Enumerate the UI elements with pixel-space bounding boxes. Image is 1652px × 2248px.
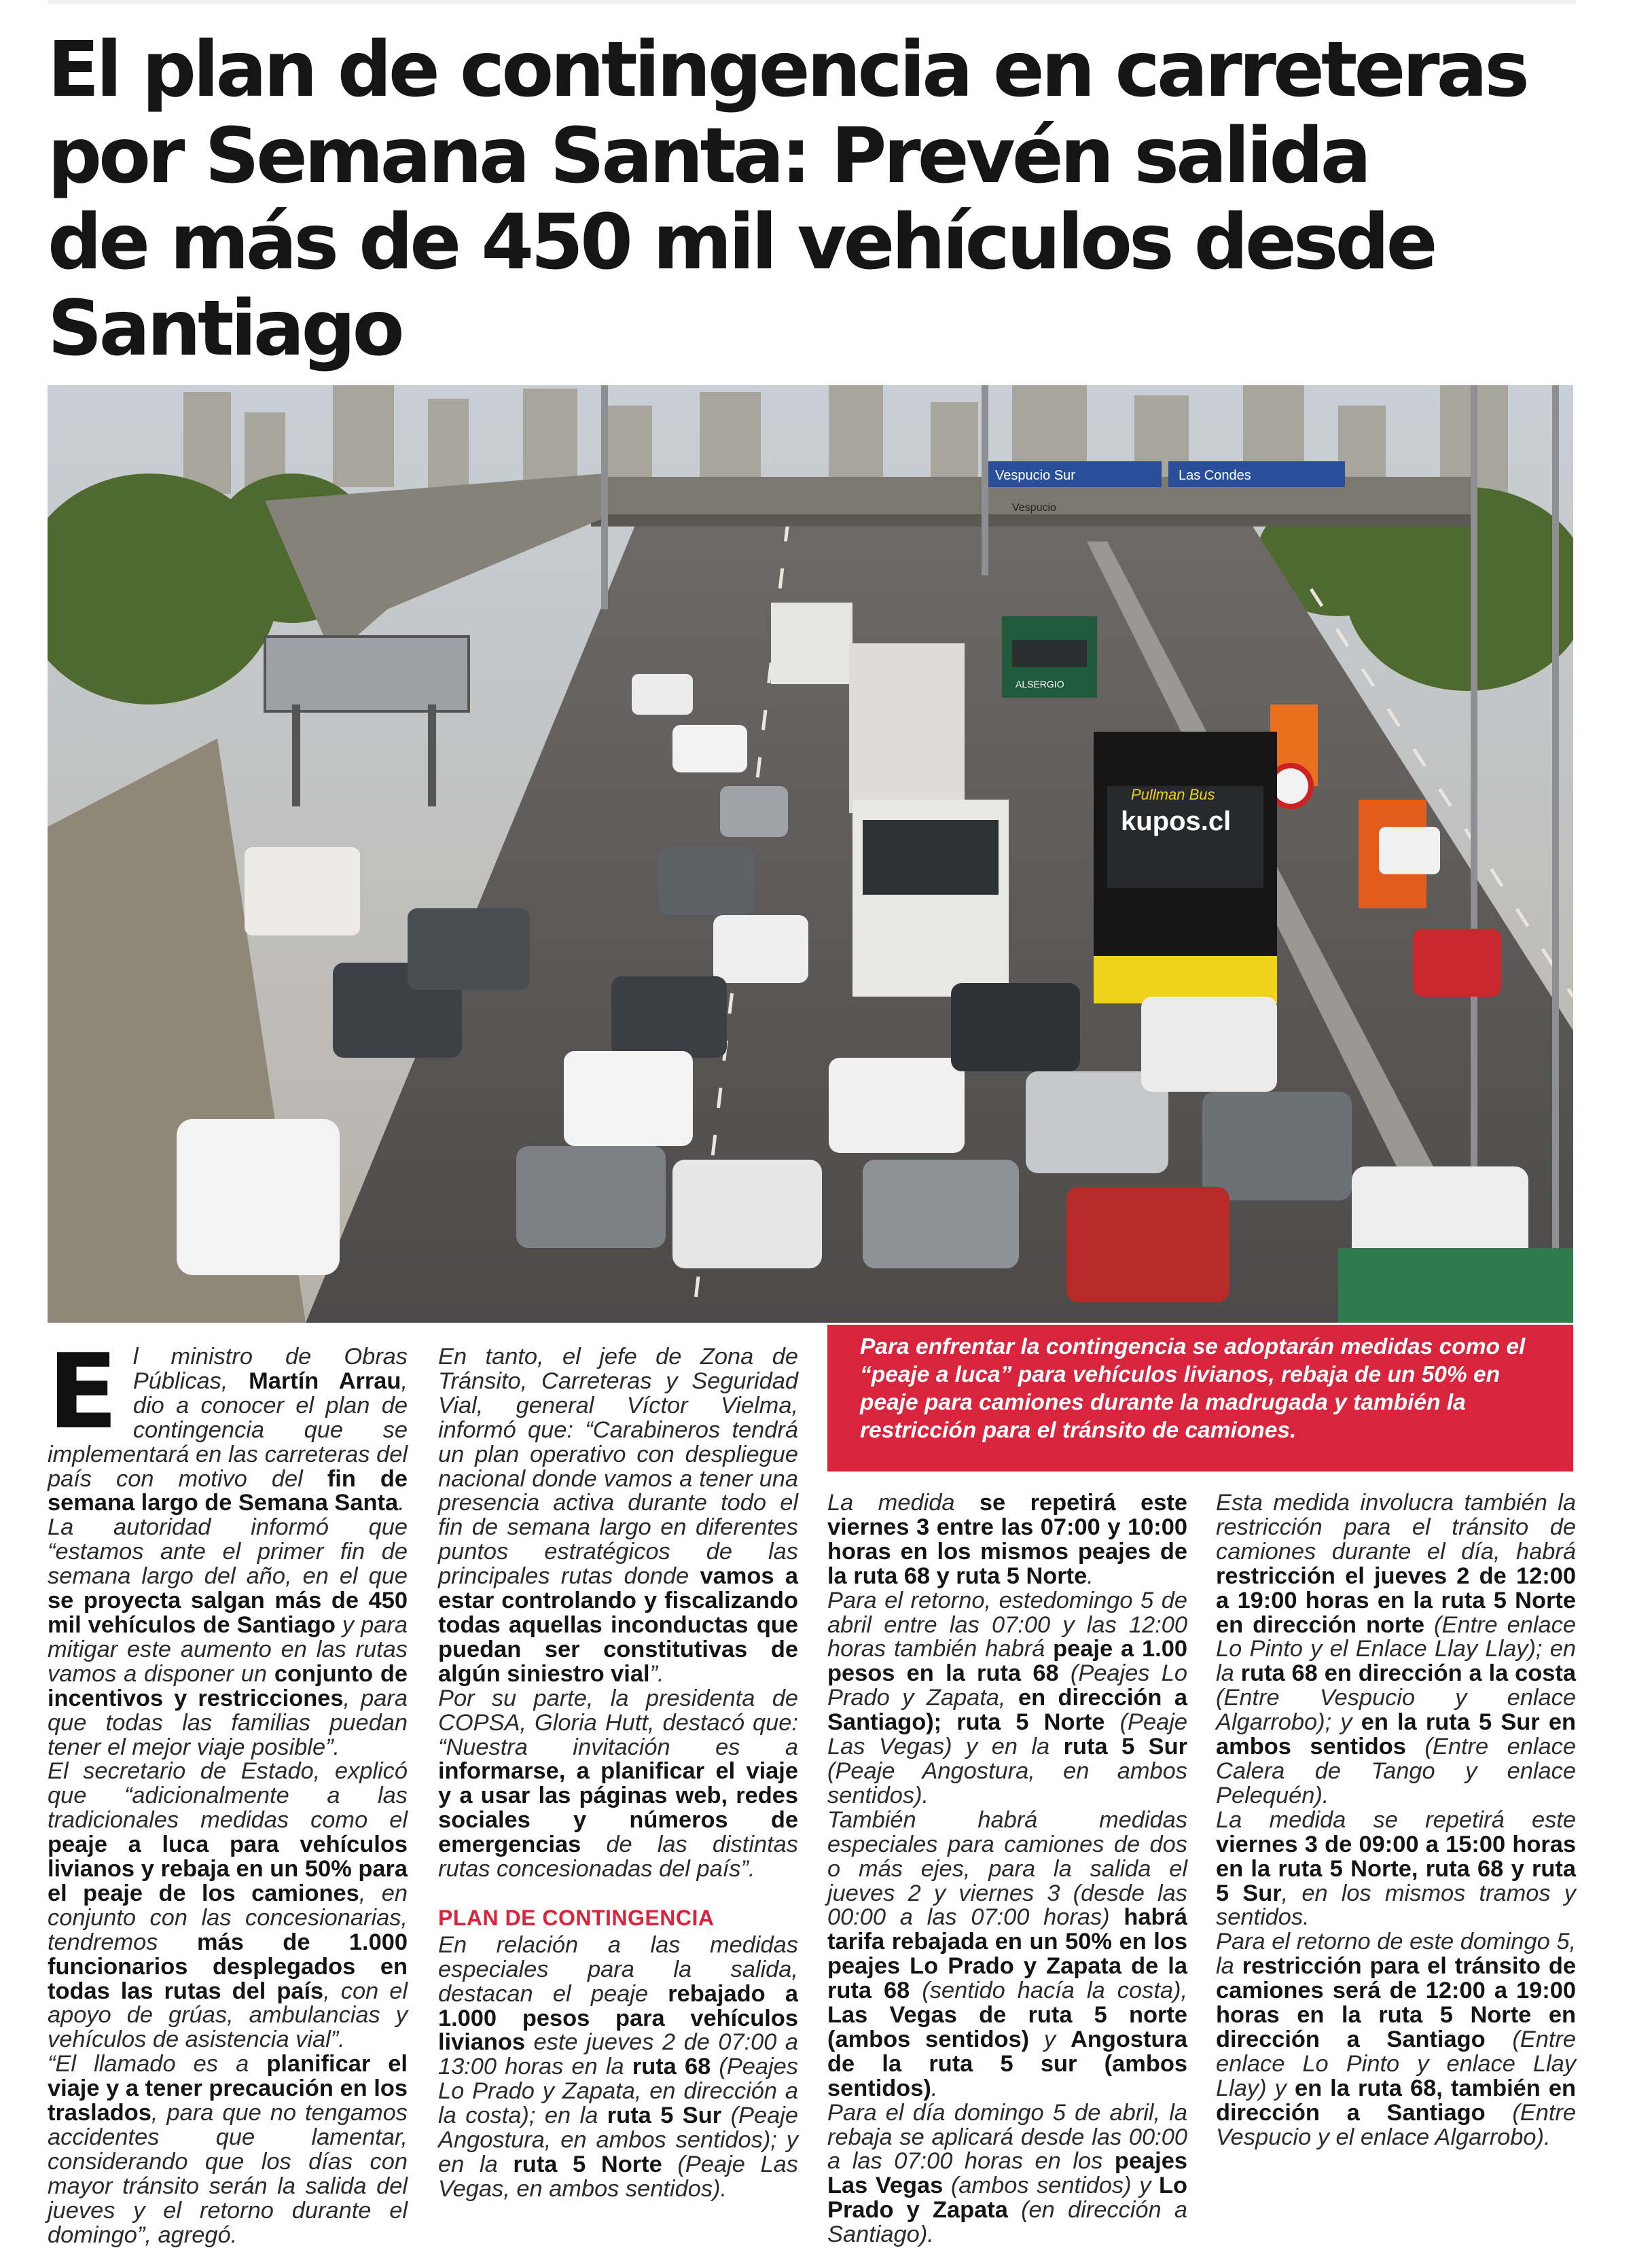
emphasis-text: vamos a estar controlando y fiscalizando todas aquellas inconductas que puedan ser constitutivas de algún siniestro vial: [438, 1563, 798, 1687]
article-paragraph-intro: El ministro de Obras Públicas, Martín Arrau, dio a conocer el plan de contingencia que se implementará en las carreteras del país con motivo del fin de semana largo de Semana Santa.: [48, 1332, 408, 1516]
article-paragraph: La medida se repetirá este viernes 3 de 09:00 a 15:00 horas en la ruta 5 Norte, ruta 68 y ruta 5 Sur, en los mismos tramos y sentidos.: [1216, 1806, 1576, 1931]
article-paragraph: En relación a las medidas especiales para la salida, destacan el peaje rebajado a 1.000 pesos para vehículos livianos este jueves 2 de 07:00 a 13:00 horas en la ruta 68 (Peajes Lo Prado y Zapata, en dirección a la costa); en la ruta 5 Sur (Peaje Angostura, en ambos sentidos); y en la ruta 5 Norte (Peaje Las Vegas, en ambos sentidos).: [438, 1931, 798, 2202]
emphasis-text: rebajado a 1.000 pesos para vehículos livianos: [438, 1980, 798, 2056]
emphasis-text: conjunto de incentivos y restricciones: [48, 1660, 408, 1711]
emphasis-text: ruta 5 Sur: [607, 2103, 722, 2129]
article-paragraph: Esta medida involucra también la restricción para el tránsito de camiones durante el día, habrá restricción el jueves 2 de 12:00 a 19:00 horas en la ruta 5 Norte en dirección norte (Entre enlace Lo Pinto y el Enlace Llay Llay); en la ruta 68 en dirección a la costa (Entre Vespucio y enlace Algarrobo); y en la ruta 5 Sur en ambos sentidos (Entre enlace Calera de Tango y enlace Pelequén).: [1216, 1490, 1576, 1808]
emphasis-text: ruta 68: [632, 2054, 711, 2080]
emphasis-text: ruta 5 Sur: [1063, 1734, 1187, 1760]
article-paragraph: Para el retorno de este domingo 5, la restricción para el tránsito de camiones será de 12:00 a 19:00 horas en la ruta 5 Norte en dirección a Santiago (Entre enlace Lo Pinto y enlace Llay Llay) y en la ruta 68, también en dirección a Santiago (Entre Vespucio y el enlace Algarrobo).: [1216, 1929, 1576, 2150]
article-paragraph: “El llamado es a planificar el viaje y a tener precaución en los traslados, para que no tengamos accidentes que lamentar, considerando que los días con mayor tránsito serán la salida del jueves y el retorno durante el domingo”, agregó.: [48, 2051, 408, 2248]
article-column-3: [827, 1491, 1187, 2247]
bus-left: [1002, 616, 1097, 698]
emphasis-text: planificar el viaje y a tener precaución en los traslados: [48, 2051, 408, 2126]
emphasis-text: en la ruta 5 Sur en ambos sentidos: [1216, 1709, 1576, 1760]
bridge-sign-left-text: Vespucio Sur: [995, 468, 1075, 483]
article-paragraph: También habrá medidas especiales para camiones de dos o más ejes, para la salida el jueves 2 y viernes 3 (desde las 00:00 a las 07:00 horas) habrá tarifa rebajada en un 50% en los peajes Lo Prado y Zapata de la ruta 68 (sentido hacía la costa), Las Vegas de ruta 5 norte (ambos sentidos) y Angostura de la ruta 5 sur (ambos sentidos).: [827, 1806, 1188, 2101]
bus-web-text: kupos.cl: [1121, 806, 1232, 836]
emphasis-text: en la ruta 68, también en dirección a Santiago: [1216, 2075, 1576, 2126]
bridge-sign-right-text: Las Condes: [1179, 468, 1251, 483]
emphasis-text: peaje a luca para vehículos livianos y rebaja en un 50% para el peaje de los camiones: [48, 1832, 408, 1906]
pullman-bus: [1094, 732, 1277, 1003]
emphasis-text: se repetirá este viernes 3 entre las 07:00 y 10:00 horas en los mismos peajes de la ruta 68 y ruta 5 Norte: [827, 1490, 1187, 1589]
article-column-1: [48, 1332, 408, 2248]
headline-line-2: por Semana Santa: Prevén salida: [48, 112, 1369, 200]
emphasis-text: peaje a 1.00 pesos en la ruta 68: [827, 1636, 1187, 1687]
article-column-4: [1216, 1491, 1576, 2149]
highway-traffic-photo: [48, 385, 1573, 1323]
article-paragraph: En tanto, el jefe de Zona de Tránsito, Carreteras y Seguridad Vial, general Víctor Vielma, informó que: “Carabineros tendrá un plan operativo con despliegue nacional donde vamos a tener una presencia activa durante todo el fin de semana largo en diferentes puntos estratégicos de las principales rutas donde vamos a estar controlando y fiscalizando todas aquellas inconductas que puedan ser constitutivas de algún siniestro vial”.: [438, 1344, 798, 1687]
emphasis-text: en dirección a Santiago); ruta 5 Norte: [827, 1685, 1187, 1736]
article-paragraph: La autoridad informó que “estamos ante el primer fin de semana largo del año, en el que se proyecta salgan más de 450 mil vehículos de Santiago y para mitigar este aumento en las rutas vamos a disponer un conjunto de incentivos y restricciones, para que todas las familias puedan tener el mejor viaje posible”.: [48, 1514, 408, 1760]
emphasis-text: Las Vegas de ruta 5 norte (ambos sentidos): [827, 2002, 1187, 2052]
emphasis-text: más de 1.000 funcionarios desplegados en todas las rutas del país: [48, 1929, 408, 2004]
emphasis-text: fin de semana largo de Semana Santa: [48, 1465, 408, 1516]
emphasis-text: ruta 5 Norte: [513, 2152, 662, 2177]
bus-left-brand: ALSERGIO: [1016, 679, 1064, 690]
emphasis-text: informarse, a planificar el viaje y a usar las páginas web, redes sociales y números de emergencias: [438, 1758, 798, 1858]
emphasis-text: Angostura de la ruta 5 sur (ambos sentidos): [827, 2026, 1187, 2101]
emphasis-text: Martín Arrau: [249, 1368, 401, 1394]
article-column-2: [438, 1345, 798, 2202]
bridge-label-text: Vespucio: [1012, 502, 1056, 514]
emphasis-text: Lo Prado y Zapata: [827, 2173, 1187, 2224]
top-rule: [48, 0, 1576, 4]
emphasis-text: habrá tarifa rebajada en un 50% en los peajes Lo Prado y Zapata de la ruta 68: [827, 1904, 1187, 2004]
article-paragraph: La medida se repetirá este viernes 3 entre las 07:00 y 10:00 horas en los mismos peajes de la ruta 68 y ruta 5 Norte.: [827, 1490, 1187, 1589]
emphasis-text: restricción para el tránsito de camiones será de 12:00 a 19:00 horas en la ruta 5 Norte en dirección a Santiago: [1216, 1953, 1576, 2052]
dropcap: E: [48, 1332, 118, 1452]
headline-line-1: El plan de contingencia en carreteras: [48, 26, 1526, 114]
article-paragraph: Para el retorno, estedomingo 5 de abril entre las 07:00 y las 12:00 horas también habrá peaje a 1.00 pesos en la ruta 68 (Peajes Lo Prado y Zapata, en dirección a Santiago); ruta 5 Norte (Peaje Las Vegas) y en la ruta 5 Sur (Peaje Angostura, en ambos sentidos).: [827, 1587, 1188, 1808]
emphasis-text: ruta 68 en dirección a la costa: [1240, 1660, 1576, 1687]
article-paragraph: Por su parte, la presidenta de COPSA, Gloria Hutt, destacó que: “Nuestra invitación es a informarse, a planificar el viaje y a usar las páginas web, redes sociales y números de emergencias de las distintas rutas concesionadas del país”.: [438, 1685, 798, 1883]
emphasis-text: peajes Las Vegas: [827, 2148, 1187, 2199]
emphasis-text: se proyecta salgan más de 450 mil vehículos de Santiago: [48, 1588, 408, 1638]
section-subhead: PLAN DE CONTINGENCIA: [438, 1905, 715, 1930]
headline-line-4: Santiago: [48, 285, 401, 373]
headline: [48, 27, 1603, 372]
pullquote: Para enfrentar la contingencia se adoptarán medidas como el “peaje a luca” para vehículos livianos, rebaja de un 50% en peaje para camiones durante la madrugada y también la restricción para el tránsito de camiones.: [827, 1325, 1573, 1471]
bus-brand-text: Pullman Bus: [1131, 786, 1215, 803]
article-paragraph: Para el día domingo 5 de abril, la rebaja se aplicará desde las 00:00 a las 07:00 horas en los peajes Las Vegas (ambos sentidos) y Lo Prado y Zapata (en dirección a Santiago).: [827, 2099, 1187, 2248]
article-paragraph: El secretario de Estado, explicó que “adicionalmente a las tradicionales medidas como el peaje a luca para vehículos livianos y rebaja en un 50% para el peaje de los camiones, en conjunto con las concesionarias, tendremos más de 1.000 funcionarios desplegados en todas las rutas del país, con el apoyo de grúas, ambulancias y vehículos de asistencia vial”.: [48, 1758, 408, 2053]
emphasis-text: viernes 3 de 09:00 a 15:00 horas en la ruta 5 Norte, ruta 68 y ruta 5 Sur: [1216, 1831, 1576, 1906]
headline-line-3: de más de 450 mil vehículos desde: [48, 198, 1435, 287]
emphasis-text: restricción el jueves 2 de 12:00 a 19:00 horas en la ruta 5 Norte en dirección norte: [1216, 1563, 1576, 1638]
